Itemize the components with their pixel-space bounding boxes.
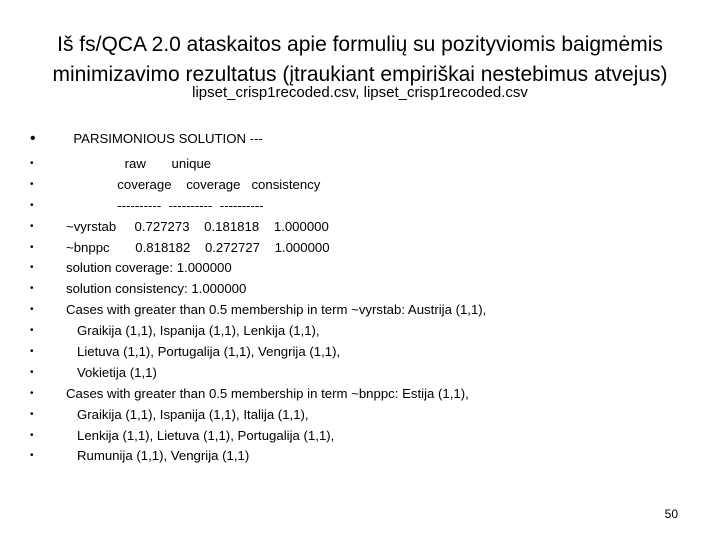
bullet-icon: • [30, 220, 34, 232]
list-item [30, 175, 700, 196]
list-item [30, 446, 700, 467]
list-item [30, 258, 700, 279]
list-item [30, 300, 700, 321]
slide-subtitle: lipset_crisp1recoded.csv, lipset_crisp1recoded.csv [192, 84, 528, 101]
list-item [30, 384, 700, 405]
list-item [30, 124, 700, 154]
list-item [30, 217, 700, 238]
page-number: 50 [664, 507, 678, 521]
list-item-text: Cases with greater than 0.5 membership in term ~vyrstab: Austrija (1,1), [66, 302, 487, 318]
list-item-text: ~vyrstab 0.727273 0.181818 1.000000 [66, 218, 329, 234]
list-item-text: Graikija (1,1), Ispanija (1,1), Lenkija (1,1), [66, 323, 320, 339]
list-item [30, 196, 700, 217]
bullet-icon: • [30, 178, 34, 190]
list-item [30, 154, 700, 175]
report-bullet-list [30, 124, 700, 467]
bullet-icon: • [30, 262, 34, 274]
list-item-text: Cases with greater than 0.5 membership in term ~bnppc: Estija (1,1), [66, 385, 469, 401]
list-item-text: solution coverage: 1.000000 [66, 260, 232, 276]
bullet-icon: • [30, 158, 34, 169]
list-item-text: Vokietija (1,1) [66, 364, 157, 380]
bullet-icon: • [30, 199, 34, 211]
list-item-text: ~bnppc 0.818182 0.272727 1.000000 [66, 239, 330, 255]
list-item [30, 342, 700, 363]
list-item-text: raw unique [66, 156, 212, 171]
list-item [30, 426, 700, 447]
list-item-text: Graikija (1,1), Ispanija (1,1), Italija (1,1), [66, 406, 309, 422]
list-item-text: Lenkija (1,1), Lietuva (1,1), Portugalija (1,1), [66, 427, 335, 443]
bullet-icon: • [30, 283, 34, 295]
bullet-icon: • [30, 408, 34, 420]
bullet-icon: • [30, 304, 34, 316]
bullet-icon: • [30, 387, 34, 399]
list-item [30, 363, 700, 384]
bullet-icon: • [30, 450, 34, 462]
list-item-text: PARSIMONIOUS SOLUTION --- [66, 131, 263, 146]
bullet-icon: • [30, 325, 34, 337]
bullet-icon: • [30, 130, 36, 147]
bullet-icon: • [30, 429, 34, 441]
list-item-text: coverage coverage consistency [66, 176, 321, 192]
bullet-icon: • [30, 346, 34, 358]
slide-title: Iš fs/QCA 2.0 ataskaitos apie formulių su pozityviomis baigmėmis minimizavimo rezultatus (įtraukiant empiriškai nestebimus atvejus) [52, 33, 668, 86]
bullet-icon: • [30, 366, 34, 378]
list-item [30, 405, 700, 426]
list-item [30, 238, 700, 259]
list-item [30, 321, 700, 342]
list-item-text: solution consistency: 1.000000 [66, 281, 247, 297]
list-item [30, 279, 700, 300]
list-item-text: ---------- ---------- ---------- [66, 197, 264, 213]
bullet-icon: • [30, 241, 34, 253]
list-item-text: Lietuva (1,1), Portugalija (1,1), Vengrija (1,1), [66, 344, 341, 360]
list-item-text: Rumunija (1,1), Vengrija (1,1) [66, 448, 250, 464]
